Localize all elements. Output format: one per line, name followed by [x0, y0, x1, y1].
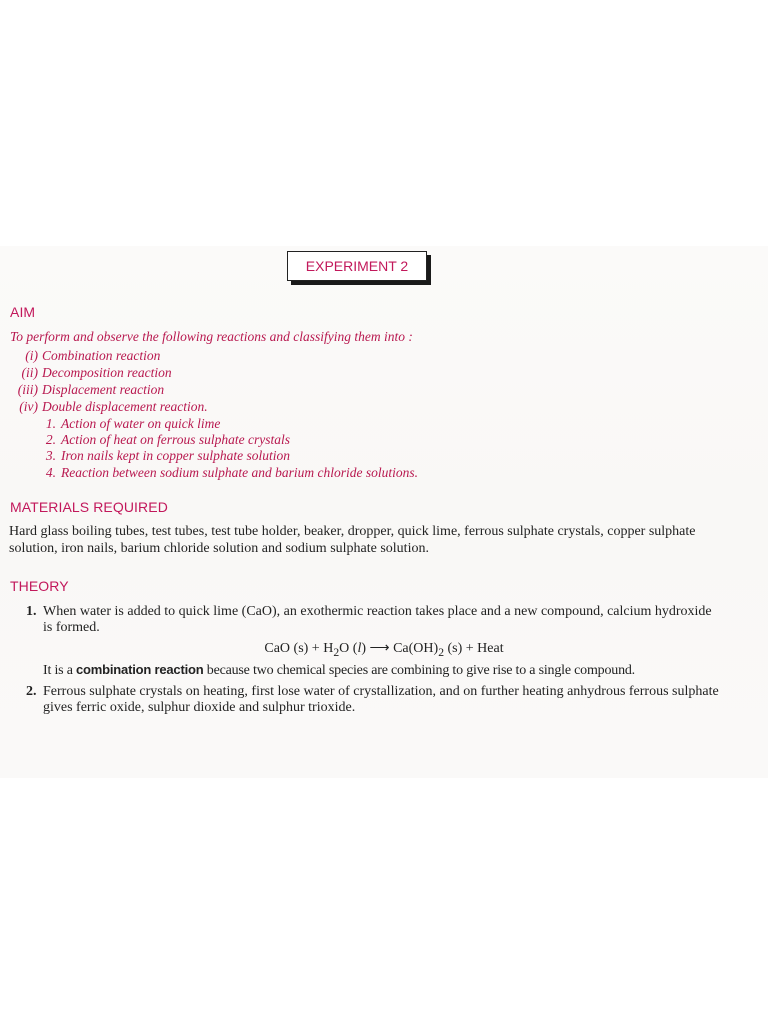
activity-1 — [42, 416, 220, 432]
theory-heading: THEORY — [10, 578, 69, 594]
note-emphasis: combination reaction — [76, 662, 204, 677]
aim-heading: AIM — [10, 304, 36, 320]
equation-part: CaO (s) + H — [264, 641, 334, 656]
equation-part: O ( — [339, 641, 358, 656]
reaction-type-4 — [0, 399, 208, 415]
reaction-type-marker: (iv) — [19, 399, 38, 414]
reaction-type-1 — [0, 348, 160, 364]
activity-text: Action of water on quick lime — [61, 416, 221, 431]
reaction-type-3 — [0, 382, 164, 398]
theory-item-text: When water is added to quick lime (CaO), an exothermic reaction takes place and a new compound, calcium hydroxide is formed. — [43, 604, 712, 635]
equation-part: Ca(OH) — [393, 641, 439, 656]
reaction-type-marker: (iii) — [17, 382, 38, 397]
experiment-title: EXPERIMENT 2 — [305, 258, 409, 274]
reaction-type-text: Combination reaction — [42, 348, 161, 363]
theory-item-1 — [26, 604, 722, 636]
reaction-type-marker: (i) — [25, 348, 38, 363]
chemical-equation — [0, 640, 768, 659]
note-prefix: It is a — [43, 663, 77, 678]
equation-state: l — [357, 641, 362, 656]
reaction-arrow: ⟶ — [369, 641, 390, 656]
combination-note — [43, 662, 635, 679]
activity-4 — [42, 465, 418, 481]
activity-3 — [42, 448, 290, 464]
equation-part: ) — [361, 641, 366, 656]
activity-number: 2. — [45, 432, 56, 447]
activity-text: Iron nails kept in copper sulphate solution — [61, 448, 290, 463]
activity-number: 4. — [45, 465, 56, 480]
theory-item-text: Ferrous sulphate crystals on heating, first lose water of crystallization, and on further heating anhydrous ferrous sulphate gives ferric oxide, sulphur dioxide and sulphur trioxide. — [43, 684, 719, 715]
materials-heading: MATERIALS REQUIRED — [10, 499, 168, 515]
reaction-type-text: Double displacement reaction. — [42, 399, 208, 414]
equation-subscript: 2 — [333, 645, 340, 659]
theory-item-2 — [26, 684, 722, 716]
reaction-type-2 — [0, 365, 172, 381]
equation-part: (s) + Heat — [444, 641, 504, 656]
experiment-title-box — [287, 251, 427, 281]
aim-intro: To perform and observe the following reactions and classifying them into : — [10, 329, 413, 344]
note-suffix: because two chemical species are combining to give rise to a single compound. — [203, 663, 635, 678]
materials-text: Hard glass boiling tubes, test tubes, test tube holder, beaker, dropper, quick lime, ferrous sulphate crystals, copper sulphate solution, iron nails, barium chloride solution and sodium sulphate solution. — [9, 524, 696, 556]
activity-text: Reaction between sodium sulphate and barium chloride solutions. — [61, 465, 418, 480]
activity-number: 1. — [45, 416, 56, 431]
activity-text: Action of heat on ferrous sulphate crystals — [61, 432, 290, 447]
reaction-type-marker: (ii) — [21, 365, 38, 380]
reaction-type-text: Displacement reaction — [42, 382, 165, 397]
equation-subscript: 2 — [438, 645, 445, 659]
reaction-type-text: Decomposition reaction — [42, 365, 172, 380]
activity-2 — [42, 432, 290, 448]
theory-item-number: 1. — [26, 604, 37, 619]
activity-number: 3. — [45, 448, 56, 463]
theory-item-number: 2. — [26, 684, 37, 699]
